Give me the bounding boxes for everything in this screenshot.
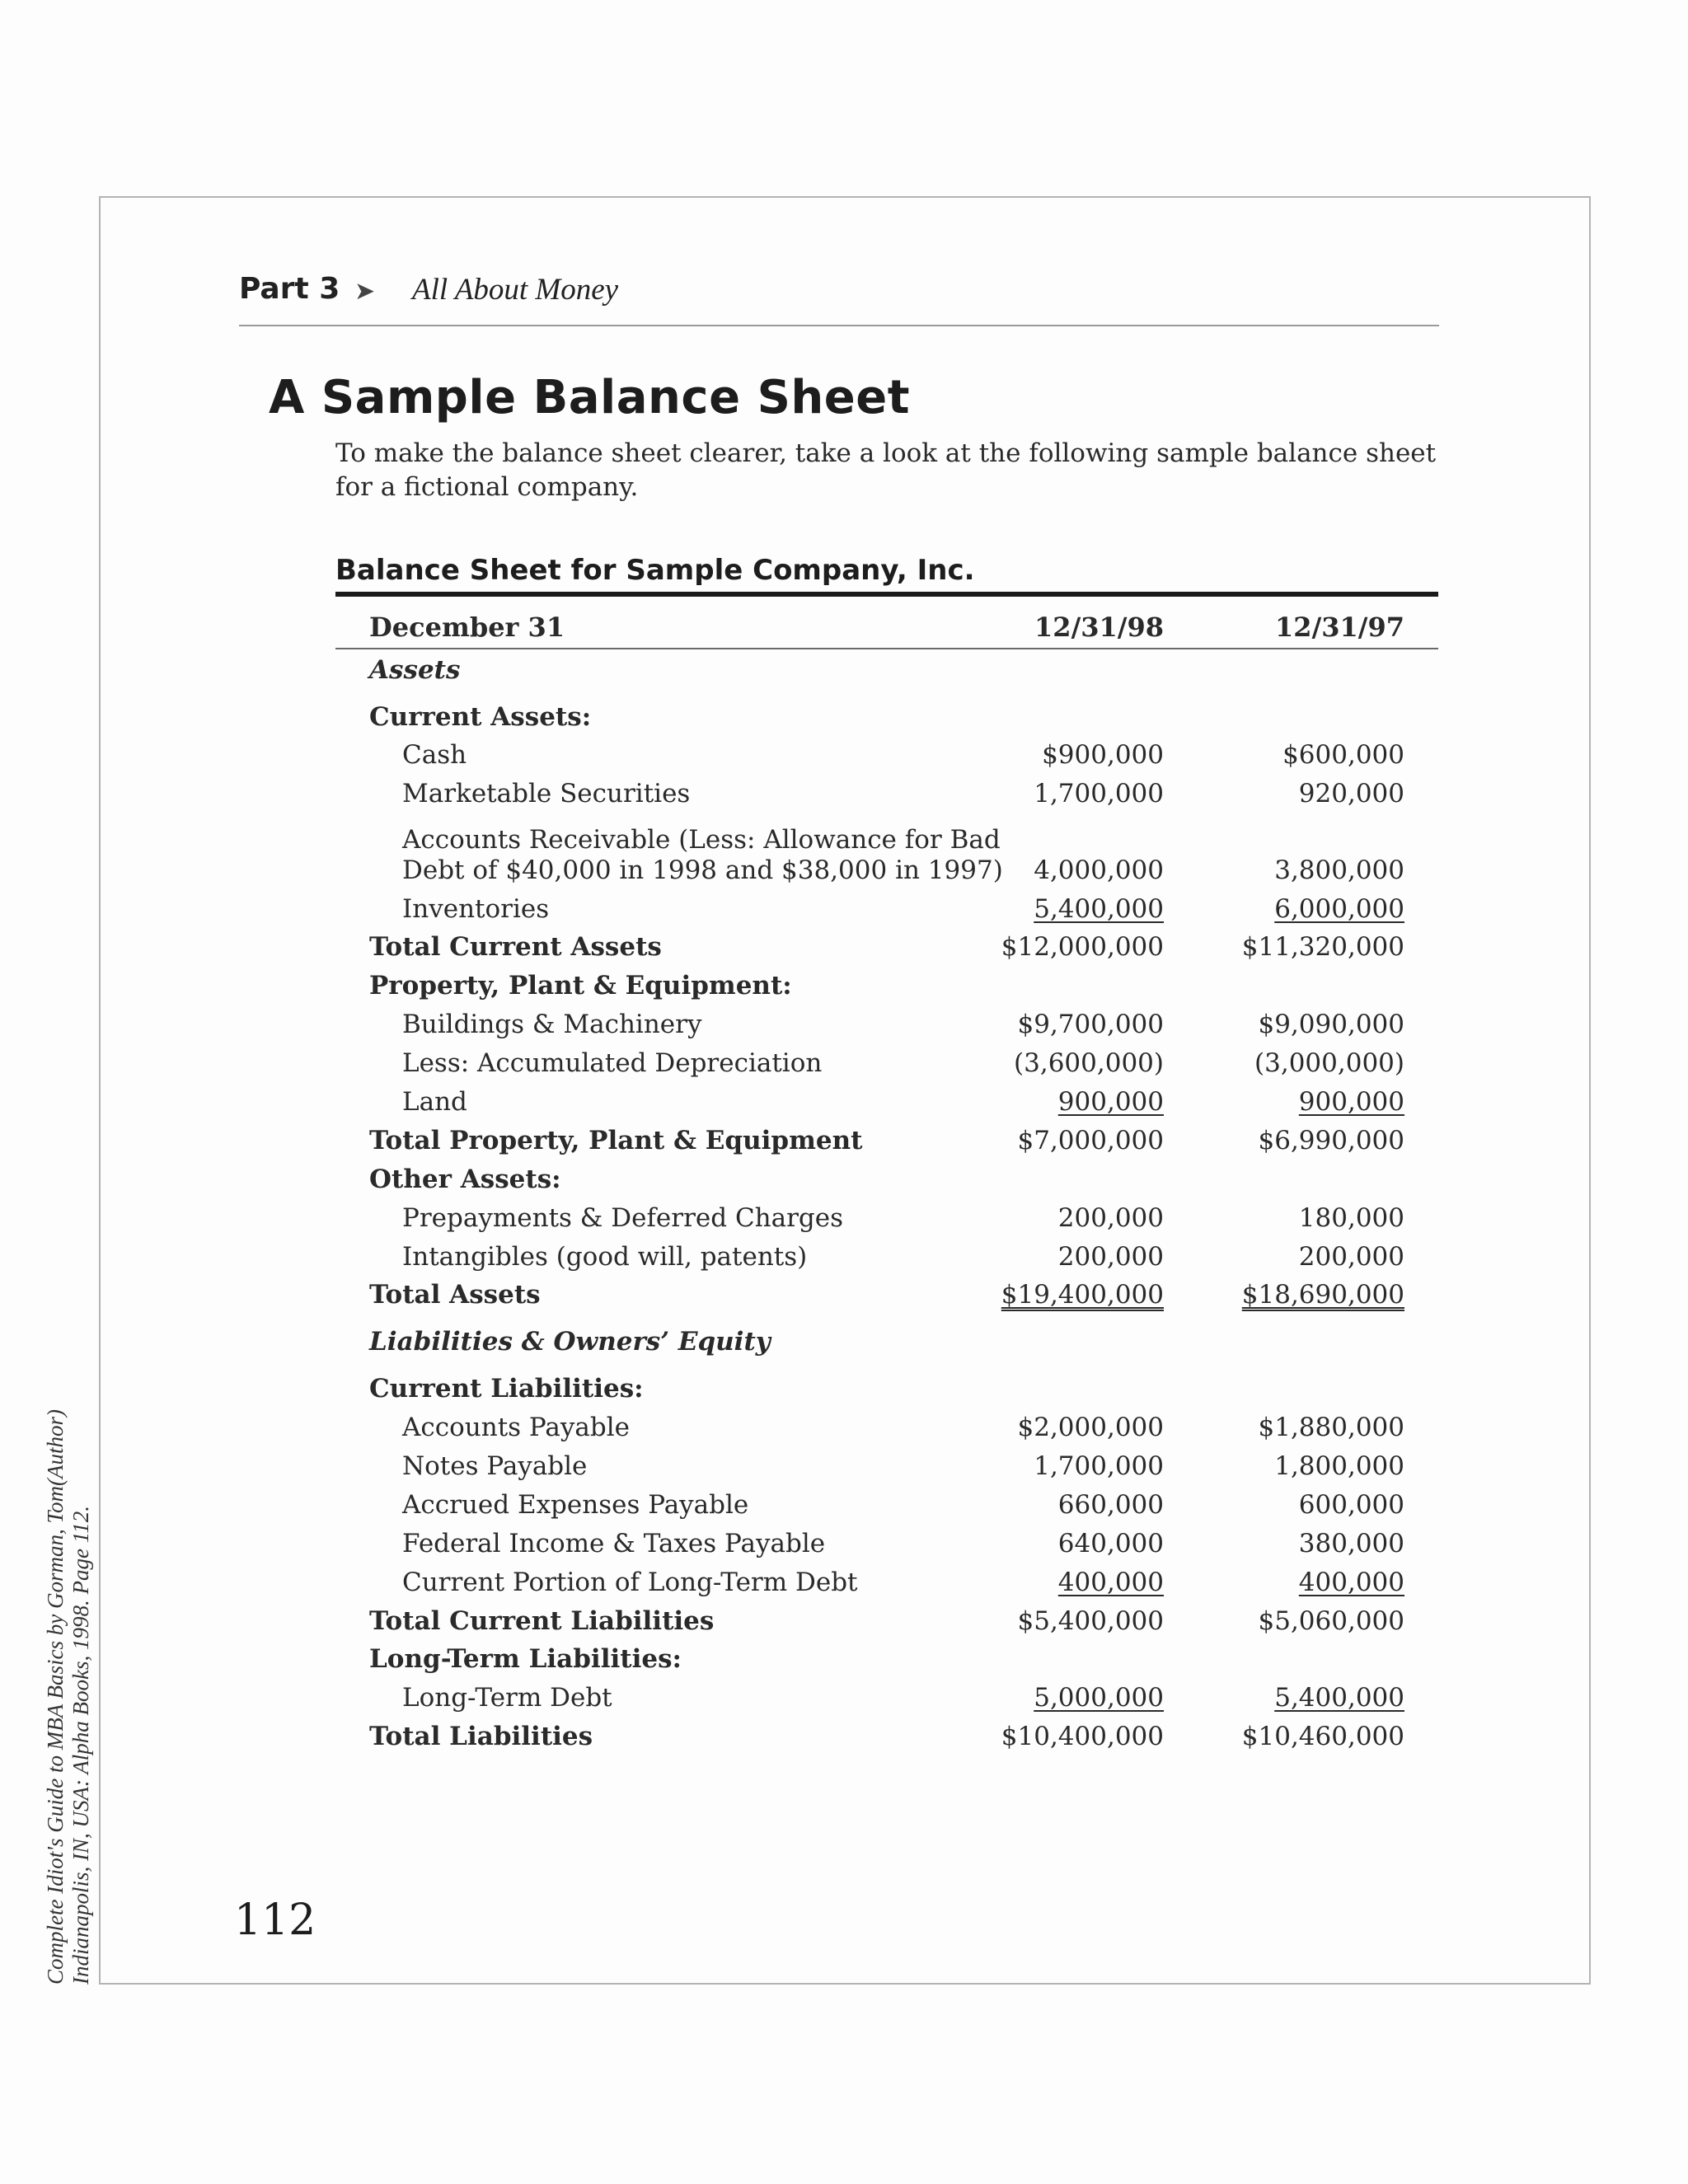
column-header-1998: 12/31/98 bbox=[1034, 612, 1164, 643]
value-1997: 380,000 bbox=[1298, 1529, 1404, 1558]
value-1997: $10,460,000 bbox=[1241, 1722, 1404, 1751]
value-1998: 200,000 bbox=[1057, 1242, 1164, 1272]
value-1997: $18,690,000 bbox=[1241, 1280, 1404, 1310]
page-number: 112 bbox=[234, 1896, 316, 1945]
value-1998: $5,400,000 bbox=[1017, 1606, 1164, 1636]
value-1998: $12,000,000 bbox=[1001, 932, 1164, 962]
value-1998: $10,400,000 bbox=[1001, 1722, 1164, 1751]
row-label: Liabilities & Owners’ Equity bbox=[369, 1327, 771, 1357]
row-label: Cash bbox=[402, 740, 467, 770]
column-header-date: December 31 bbox=[369, 612, 565, 643]
row-label: Accounts Receivable (Less: Allowance for Bad bbox=[402, 825, 1001, 855]
value-1997: 3,800,000 bbox=[1274, 855, 1404, 885]
row-label: Other Assets: bbox=[369, 1165, 561, 1194]
row-label: Inventories bbox=[402, 894, 550, 924]
arrow-icon: ➤ bbox=[354, 277, 376, 306]
chapter-title: All About Money bbox=[412, 273, 619, 307]
intro-paragraph: To make the balance sheet clearer, take a look at the following sample balance sheet for a fictional company. bbox=[335, 438, 1437, 502]
row-label: Long-Term Liabilities: bbox=[369, 1644, 682, 1674]
row-label: Property, Plant & Equipment: bbox=[369, 971, 792, 1001]
row-label: Total Liabilities bbox=[369, 1722, 593, 1751]
citation-line-2: Indianapolis, IN, USA: Alpha Books, 1998. Page 112. bbox=[68, 1506, 93, 1985]
row-label: Total Current Liabilities bbox=[369, 1606, 715, 1636]
value-1997: $11,320,000 bbox=[1241, 932, 1404, 962]
row-label: Marketable Securities bbox=[402, 779, 691, 808]
row-label: Federal Income & Taxes Payable bbox=[402, 1529, 826, 1558]
value-1998: $7,000,000 bbox=[1017, 1126, 1164, 1155]
value-1997: 200,000 bbox=[1298, 1242, 1404, 1272]
value-1997: $9,090,000 bbox=[1258, 1010, 1404, 1039]
value-1998: 5,000,000 bbox=[1034, 1683, 1164, 1713]
value-1998: 5,400,000 bbox=[1034, 894, 1164, 924]
value-1997: (3,000,000) bbox=[1254, 1048, 1404, 1078]
value-1998: $900,000 bbox=[1042, 740, 1164, 770]
value-1997: 400,000 bbox=[1298, 1568, 1404, 1597]
value-1998: $2,000,000 bbox=[1017, 1413, 1164, 1442]
citation-line-1: Complete Idiot's Guide to MBA Basics by Gorman, Tom(Author) bbox=[43, 1409, 68, 1985]
value-1997: 900,000 bbox=[1298, 1087, 1404, 1117]
value-1997: 6,000,000 bbox=[1274, 894, 1404, 924]
row-label: Debt of $40,000 in 1998 and $38,000 in 1997) bbox=[402, 855, 1003, 885]
row-label: Prepayments & Deferred Charges bbox=[402, 1203, 844, 1233]
row-label: Long-Term Debt bbox=[402, 1683, 612, 1713]
value-1998: 200,000 bbox=[1057, 1203, 1164, 1233]
value-1997: 1,800,000 bbox=[1274, 1451, 1404, 1481]
row-label: Accrued Expenses Payable bbox=[402, 1490, 749, 1520]
section-title: A Sample Balance Sheet bbox=[269, 371, 910, 424]
part-label: Part 3 bbox=[239, 272, 340, 306]
value-1998: 900,000 bbox=[1057, 1087, 1164, 1117]
value-1997: $600,000 bbox=[1282, 740, 1404, 770]
row-label: Buildings & Machinery bbox=[402, 1010, 702, 1039]
column-header-1997: 12/31/97 bbox=[1275, 612, 1404, 643]
value-1997: $5,060,000 bbox=[1258, 1606, 1404, 1636]
row-label: Assets bbox=[369, 655, 461, 685]
value-1998: 1,700,000 bbox=[1034, 1451, 1164, 1481]
row-label: Land bbox=[402, 1087, 467, 1117]
value-1997: $1,880,000 bbox=[1258, 1413, 1404, 1442]
table-top-rule bbox=[335, 592, 1438, 597]
value-1997: 600,000 bbox=[1298, 1490, 1404, 1520]
row-label: Accounts Payable bbox=[402, 1413, 630, 1442]
value-1998: 4,000,000 bbox=[1034, 855, 1164, 885]
row-label: Notes Payable bbox=[402, 1451, 588, 1481]
value-1998: 660,000 bbox=[1057, 1490, 1164, 1520]
row-label: Less: Accumulated Depreciation bbox=[402, 1048, 823, 1078]
row-label: Total Current Assets bbox=[369, 932, 662, 962]
citation bbox=[43, 1391, 94, 1985]
value-1998: (3,600,000) bbox=[1014, 1048, 1164, 1078]
value-1997: 180,000 bbox=[1298, 1203, 1404, 1233]
row-label: Total Property, Plant & Equipment bbox=[369, 1126, 863, 1155]
value-1998: 640,000 bbox=[1057, 1529, 1164, 1558]
value-1997: $6,990,000 bbox=[1258, 1126, 1404, 1155]
value-1997: 5,400,000 bbox=[1274, 1683, 1404, 1713]
row-label: Current Liabilities: bbox=[369, 1374, 644, 1404]
value-1998: $9,700,000 bbox=[1017, 1010, 1164, 1039]
row-label: Total Assets bbox=[369, 1280, 541, 1310]
value-1998: 400,000 bbox=[1057, 1568, 1164, 1597]
row-label: Intangibles (good will, patents) bbox=[402, 1242, 808, 1272]
row-label: Current Assets: bbox=[369, 702, 592, 732]
value-1997: 920,000 bbox=[1298, 779, 1404, 808]
running-head bbox=[239, 272, 1439, 326]
balance-sheet-title: Balance Sheet for Sample Company, Inc. bbox=[335, 554, 975, 587]
row-label: Current Portion of Long-Term Debt bbox=[402, 1568, 858, 1597]
table-header-rule bbox=[335, 648, 1438, 649]
value-1998: 1,700,000 bbox=[1034, 779, 1164, 808]
value-1998: $19,400,000 bbox=[1001, 1280, 1164, 1310]
